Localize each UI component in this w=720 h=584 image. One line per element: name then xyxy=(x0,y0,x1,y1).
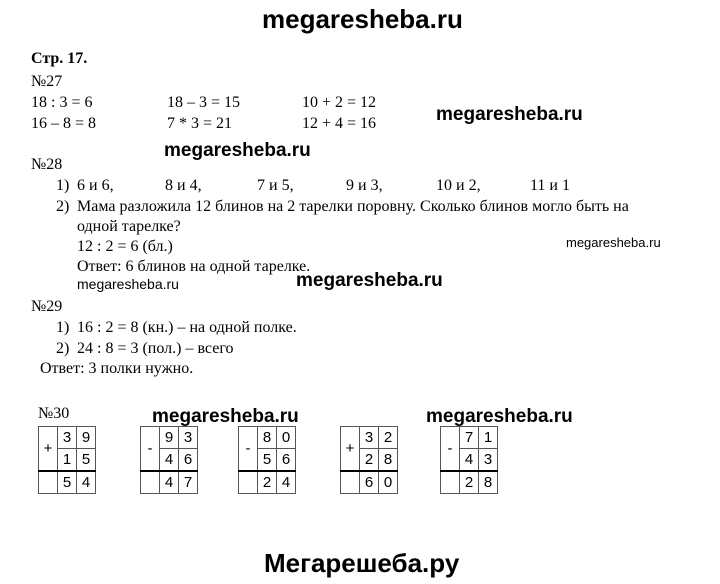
watermark: megaresheba.ru xyxy=(436,104,583,125)
answer: Ответ: 6 блинов на одной тарелке. xyxy=(77,258,311,275)
watermark: megaresheba.ru xyxy=(426,406,573,427)
digit: 4 xyxy=(77,471,96,494)
digit: 9 xyxy=(160,427,179,449)
item-number: 1) xyxy=(56,177,70,194)
digit: 3 xyxy=(360,427,379,449)
digit: 7 xyxy=(179,471,198,494)
operator-sign: - xyxy=(441,427,460,472)
watermark: megaresheba.ru xyxy=(152,406,299,427)
digit: 4 xyxy=(160,449,179,472)
item-number: 2) xyxy=(56,198,70,215)
digit: 7 xyxy=(460,427,479,449)
solution: 12 : 2 = 6 (бл.) xyxy=(77,238,173,255)
digit: 5 xyxy=(77,449,96,472)
watermark: megaresheba.ru xyxy=(566,235,661,250)
ex27-eq: 16 – 8 = 8 xyxy=(31,115,97,132)
pair: 6 и 6, xyxy=(77,177,114,194)
pair: 11 и 1 xyxy=(530,177,570,194)
operator-sign: + xyxy=(341,427,360,472)
column-subtraction xyxy=(440,426,498,494)
digit: 3 xyxy=(58,427,77,449)
problem-text: Мама разложила 12 блинов на 2 тарелки поровну. Сколько блинов могло быть на xyxy=(77,198,629,215)
ex27-eq: 18 : 3 = 6 xyxy=(31,94,93,111)
exercise-28-label: №28 xyxy=(31,156,63,173)
digit: 1 xyxy=(479,427,498,449)
digit: 0 xyxy=(379,471,398,494)
digit: 3 xyxy=(479,449,498,472)
watermark: megaresheba.ru xyxy=(296,270,443,291)
pair: 9 и 3, xyxy=(346,177,383,194)
digit: 6 xyxy=(179,449,198,472)
operator-sign: + xyxy=(39,427,58,472)
exercise-29-label: №29 xyxy=(31,298,63,315)
pair: 7 и 5, xyxy=(257,177,294,194)
column-addition xyxy=(340,426,398,494)
exercise-27-label: №27 xyxy=(31,73,63,90)
digit: 2 xyxy=(360,449,379,472)
watermark: megaresheba.ru xyxy=(77,276,179,292)
digit: 2 xyxy=(379,427,398,449)
digit: 0 xyxy=(277,427,296,449)
watermark: megaresheba.ru xyxy=(164,140,311,161)
column-subtraction xyxy=(238,426,296,494)
solution-step: 24 : 8 = 3 (пол.) – всего xyxy=(77,340,234,357)
digit: 5 xyxy=(258,449,277,472)
digit: 4 xyxy=(460,449,479,472)
digit: 4 xyxy=(160,471,179,494)
digit: 4 xyxy=(277,471,296,494)
digit: 9 xyxy=(77,427,96,449)
column-addition xyxy=(38,426,96,494)
digit: 2 xyxy=(460,471,479,494)
answer: Ответ: 3 полки нужно. xyxy=(40,360,194,377)
ex27-eq: 7 * 3 = 21 xyxy=(167,115,233,132)
footer-watermark: Мегарешеба.ру xyxy=(264,548,460,578)
digit: 6 xyxy=(360,471,379,494)
header-watermark: megaresheba.ru xyxy=(262,4,463,34)
operator-sign: - xyxy=(239,427,258,472)
ex27-eq: 18 – 3 = 15 xyxy=(167,94,241,111)
pair: 8 и 4, xyxy=(165,177,202,194)
exercise-30-label: №30 xyxy=(38,405,70,422)
solution-step: 16 : 2 = 8 (кн.) – на одной полке. xyxy=(77,319,297,336)
digit: 8 xyxy=(479,471,498,494)
item-number: 2) xyxy=(56,340,70,357)
digit: 8 xyxy=(258,427,277,449)
ex27-eq: 10 + 2 = 12 xyxy=(302,94,377,111)
operator-sign: - xyxy=(141,427,160,472)
digit: 1 xyxy=(58,449,77,472)
digit: 2 xyxy=(258,471,277,494)
page-title: Стр. 17. xyxy=(31,50,88,67)
digit: 6 xyxy=(277,449,296,472)
column-subtraction xyxy=(140,426,198,494)
digit: 8 xyxy=(379,449,398,472)
problem-text: одной тарелке? xyxy=(77,218,181,235)
item-number: 1) xyxy=(56,319,70,336)
digit: 5 xyxy=(58,471,77,494)
ex27-eq: 12 + 4 = 16 xyxy=(302,115,377,132)
pair: 10 и 2, xyxy=(436,177,481,194)
digit: 3 xyxy=(179,427,198,449)
